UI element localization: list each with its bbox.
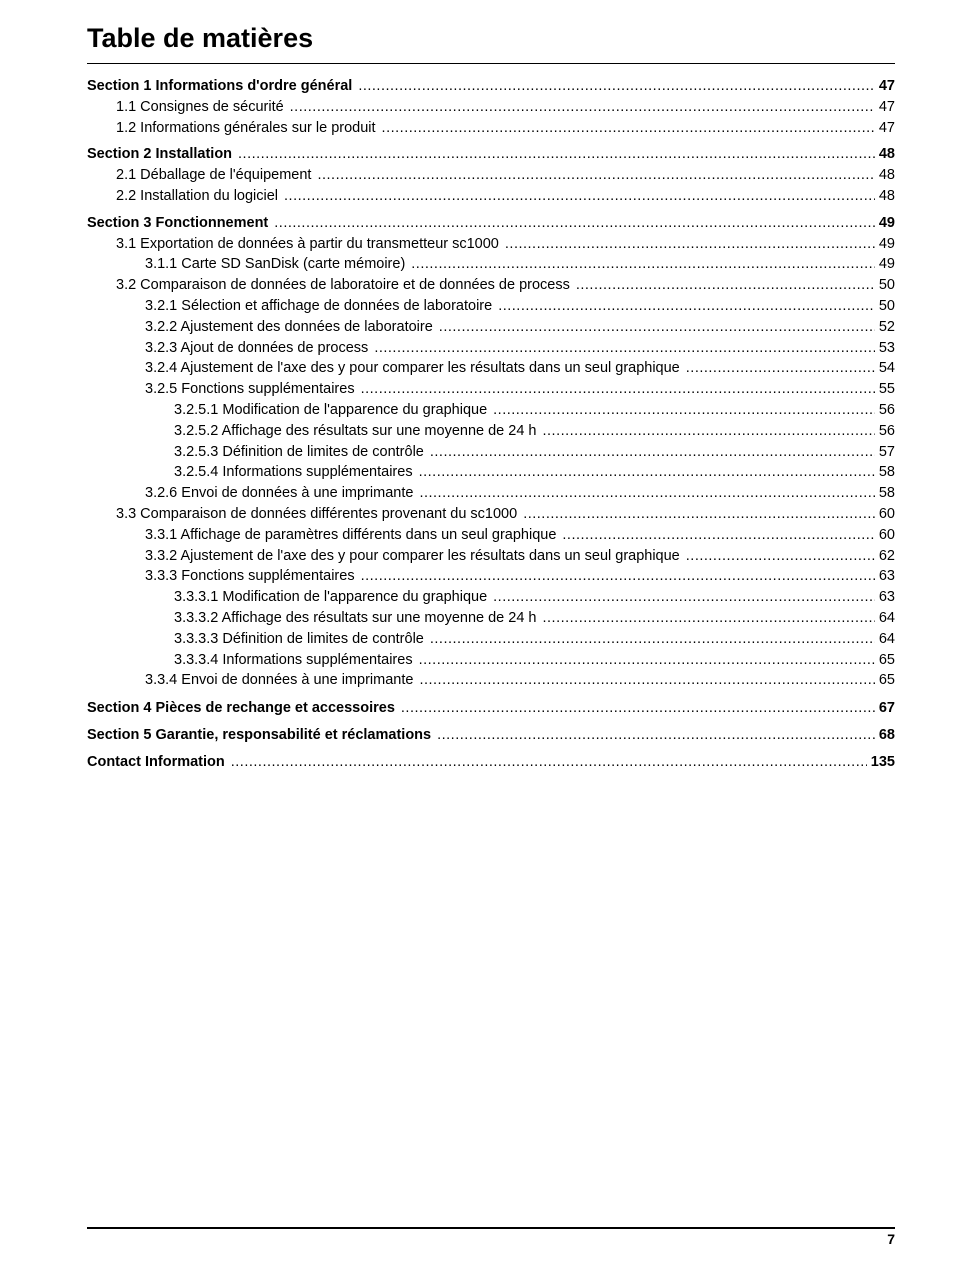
- toc-entry-title: 3.2.2 Ajustement des données de laboratoire: [145, 318, 433, 335]
- toc-entry-page: 53: [878, 339, 895, 356]
- toc-entry-title: 3.3.3.2 Affichage des résultats sur une moyenne de 24 h: [174, 609, 537, 626]
- toc-entry[interactable]: [87, 296, 895, 317]
- toc-entry-page: 62: [878, 547, 895, 564]
- toc-dot-leader: [498, 296, 875, 317]
- toc-entry-title: Section 3 Fonctionnement: [87, 214, 269, 231]
- toc-dot-leader: [686, 546, 875, 567]
- toc-section-entry[interactable]: [87, 725, 895, 746]
- toc-entry[interactable]: [87, 234, 895, 255]
- toc-entry[interactable]: [87, 97, 895, 118]
- toc-entry-page: 47: [878, 98, 895, 115]
- toc-entry-page: 48: [878, 167, 895, 184]
- toc-dot-leader: [493, 587, 875, 608]
- toc-entry-title: 3.2.5.4 Informations supplémentaires: [174, 464, 413, 481]
- toc-dot-leader: [361, 379, 875, 400]
- toc-entry[interactable]: [87, 317, 895, 338]
- toc-entry-title: 2.2 Installation du logiciel: [116, 187, 279, 204]
- toc-entry-page: 55: [878, 381, 895, 398]
- toc-dot-leader: [419, 462, 875, 483]
- toc-section-entry[interactable]: [87, 144, 895, 165]
- toc-entry-title: 1.1 Consignes de sécurité: [116, 98, 284, 115]
- toc-entry-title: 3.2.3 Ajout de données de process: [145, 339, 369, 356]
- toc-entry[interactable]: [87, 566, 895, 587]
- toc-entry-page: 68: [878, 726, 895, 743]
- toc-entry-page: 47: [878, 119, 895, 136]
- toc-dot-leader: [401, 698, 875, 719]
- toc-entry[interactable]: [87, 379, 895, 400]
- toc-entry[interactable]: [87, 650, 895, 671]
- toc-entry-page: 65: [878, 672, 895, 689]
- toc-entry-page: 60: [878, 526, 895, 543]
- toc-entry[interactable]: [87, 670, 895, 691]
- toc-entry[interactable]: [87, 165, 895, 186]
- toc-section-entry[interactable]: [87, 752, 895, 773]
- toc-entry-page: 49: [878, 256, 895, 273]
- toc-entry-page: 58: [878, 485, 895, 502]
- toc-dot-leader: [562, 525, 874, 546]
- toc-entry-page: 64: [878, 630, 895, 647]
- toc-entry-title: 3.3.3.3 Définition de limites de contrôle: [174, 630, 424, 647]
- toc-entry-title: 3.2.1 Sélection et affichage de données de laboratoire: [145, 297, 493, 314]
- toc-entry-title: 3.3 Comparaison de données différentes provenant du sc1000: [116, 505, 518, 522]
- toc-dot-leader: [382, 118, 875, 139]
- toc-entry-page: 48: [878, 146, 895, 163]
- toc-dot-leader: [374, 338, 875, 359]
- toc-entry-page: 52: [878, 318, 895, 335]
- toc-entry-page: 56: [878, 422, 895, 439]
- toc-entry[interactable]: [87, 338, 895, 359]
- toc-entry-page: 57: [878, 443, 895, 460]
- toc-entry[interactable]: [87, 587, 895, 608]
- toc-entry[interactable]: [87, 118, 895, 139]
- toc-entry[interactable]: [87, 421, 895, 442]
- toc-dot-leader: [542, 421, 874, 442]
- toc-dot-leader: [419, 483, 874, 504]
- toc-entry-title: 1.2 Informations générales sur le produit: [116, 119, 376, 136]
- toc-entry[interactable]: [87, 546, 895, 567]
- toc-entry-page: 50: [878, 277, 895, 294]
- toc-dot-leader: [358, 76, 875, 97]
- toc-entry-page: 56: [878, 401, 895, 418]
- toc-entry[interactable]: [87, 504, 895, 525]
- toc-dot-leader: [419, 670, 874, 691]
- toc-entry-title: Section 1 Informations d'ordre général: [87, 78, 353, 94]
- toc-entry-page: 63: [878, 589, 895, 606]
- toc-section-entry[interactable]: [87, 698, 895, 719]
- toc-entry-page: 58: [878, 464, 895, 481]
- toc-entry-title: 3.3.3.1 Modification de l'apparence du graphique: [174, 589, 488, 606]
- toc-entry[interactable]: [87, 186, 895, 207]
- footer-divider: [87, 1227, 895, 1229]
- toc-dot-leader: [437, 725, 875, 746]
- toc-dot-leader: [686, 358, 875, 379]
- toc-dot-leader: [419, 650, 875, 671]
- toc-dot-leader: [317, 165, 874, 186]
- toc-entry-page: 47: [878, 78, 895, 94]
- toc-entry[interactable]: [87, 608, 895, 629]
- toc-dot-leader: [361, 566, 875, 587]
- toc-entry-page: 50: [878, 297, 895, 314]
- toc-dot-leader: [576, 275, 875, 296]
- page-number: 7: [887, 1231, 895, 1247]
- table-of-contents: [87, 76, 895, 773]
- toc-entry[interactable]: [87, 629, 895, 650]
- toc-entry[interactable]: [87, 275, 895, 296]
- toc-entry-page: 49: [878, 214, 895, 231]
- toc-section-entry[interactable]: [87, 213, 895, 234]
- toc-entry-title: 3.2.6 Envoi de données à une imprimante: [145, 485, 414, 502]
- toc-entry[interactable]: [87, 483, 895, 504]
- toc-entry-title: 3.2.5.1 Modification de l'apparence du graphique: [174, 401, 488, 418]
- toc-dot-leader: [542, 608, 874, 629]
- toc-dot-leader: [231, 752, 867, 773]
- toc-entry-title: 3.3.3 Fonctions supplémentaires: [145, 568, 355, 585]
- toc-entry-page: 48: [878, 187, 895, 204]
- toc-entry-title: 3.3.1 Affichage de paramètres différents dans un seul graphique: [145, 526, 557, 543]
- toc-dot-leader: [430, 442, 875, 463]
- toc-entry-title: 3.1 Exportation de données à partir du transmetteur sc1000: [116, 235, 499, 252]
- toc-entry-page: 65: [878, 651, 895, 668]
- toc-entry-title: 3.2.5 Fonctions supplémentaires: [145, 381, 355, 398]
- toc-entry-page: 49: [878, 235, 895, 252]
- toc-entry-page: 135: [870, 754, 895, 771]
- toc-entry[interactable]: [87, 525, 895, 546]
- toc-entry[interactable]: [87, 358, 895, 379]
- toc-entry[interactable]: [87, 442, 895, 463]
- toc-entry-page: 54: [878, 360, 895, 377]
- toc-section-entry[interactable]: [87, 76, 895, 97]
- toc-entry[interactable]: [87, 462, 895, 483]
- toc-entry-page: 63: [878, 568, 895, 585]
- toc-entry-title: 3.3.2 Ajustement de l'axe des y pour comparer les résultats dans un seul graphique: [145, 547, 680, 564]
- toc-dot-leader: [523, 504, 875, 525]
- toc-entry-title: Section 2 Installation: [87, 146, 233, 163]
- page-title: Table de matières: [87, 23, 314, 53]
- toc-entry-title: 3.3.3.4 Informations supplémentaires: [174, 651, 413, 668]
- title-divider: [87, 63, 895, 64]
- toc-dot-leader: [439, 317, 875, 338]
- toc-entry-title: Section 4 Pièces de rechange et accessoires: [87, 699, 395, 716]
- toc-dot-leader: [411, 254, 875, 275]
- toc-entry-title: 3.3.4 Envoi de données à une imprimante: [145, 672, 414, 689]
- toc-dot-leader: [274, 213, 875, 234]
- toc-entry-title: 3.1.1 Carte SD SanDisk (carte mémoire): [145, 256, 406, 273]
- toc-dot-leader: [238, 144, 875, 165]
- toc-entry-page: 60: [878, 505, 895, 522]
- toc-entry-title: Section 5 Garantie, responsabilité et réclamations: [87, 726, 432, 743]
- toc-entry-title: Contact Information: [87, 754, 225, 771]
- toc-entry-title: 3.2 Comparaison de données de laboratoire et de données de process: [116, 277, 570, 294]
- toc-entry[interactable]: [87, 254, 895, 275]
- toc-entry-page: 67: [878, 699, 895, 716]
- toc-dot-leader: [284, 186, 875, 207]
- toc-entry-title: 3.2.5.3 Définition de limites de contrôle: [174, 443, 424, 460]
- toc-entry[interactable]: [87, 400, 895, 421]
- toc-entry-title: 2.1 Déballage de l'équipement: [116, 167, 312, 184]
- toc-dot-leader: [430, 629, 875, 650]
- toc-dot-leader: [290, 97, 875, 118]
- toc-entry-title: 3.2.5.2 Affichage des résultats sur une moyenne de 24 h: [174, 422, 537, 439]
- toc-entry-title: 3.2.4 Ajustement de l'axe des y pour comparer les résultats dans un seul graphique: [145, 360, 680, 377]
- toc-dot-leader: [505, 234, 875, 255]
- toc-dot-leader: [493, 400, 875, 421]
- toc-entry-page: 64: [878, 609, 895, 626]
